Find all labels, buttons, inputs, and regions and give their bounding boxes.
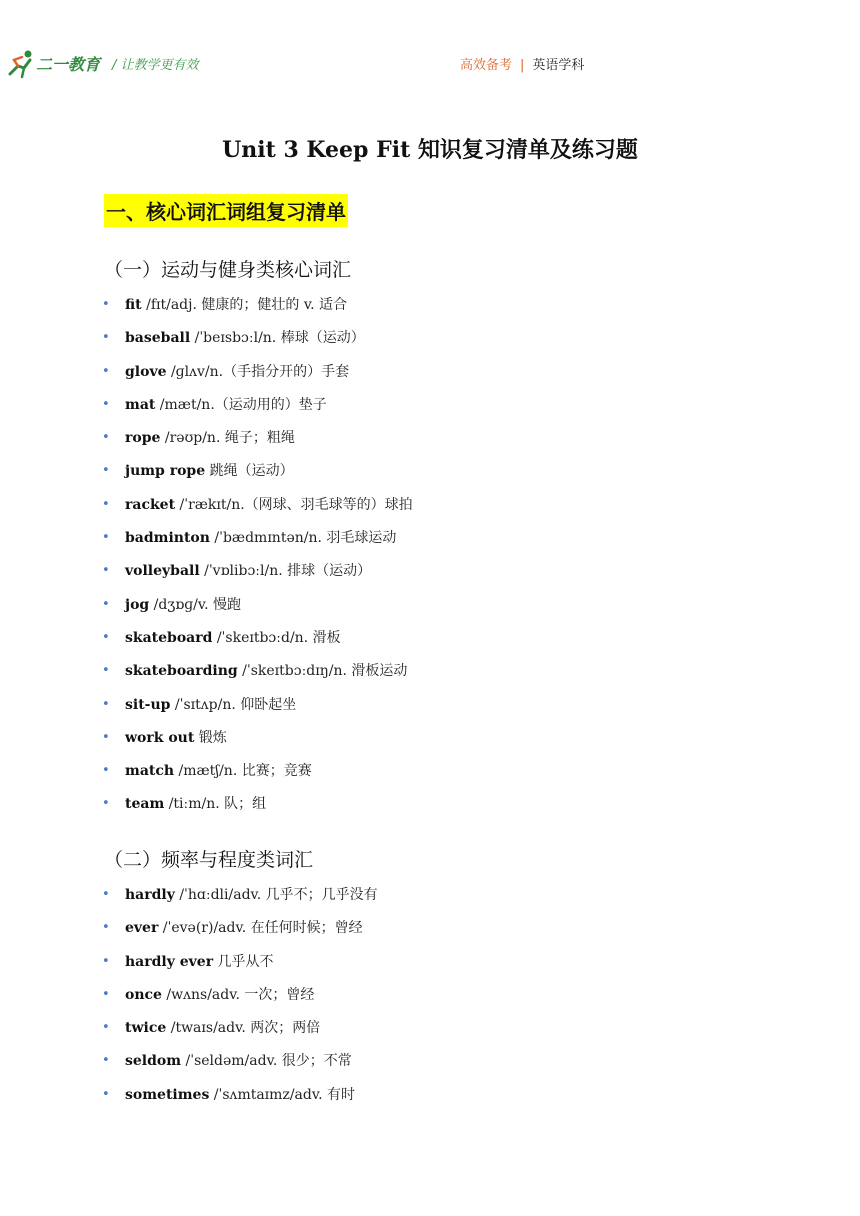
list-item: • sometimes /ˈsʌmtaɪmz/adv. 有时	[102, 1084, 378, 1117]
bullet-icon: •	[102, 729, 110, 745]
bullet-icon: •	[102, 330, 110, 346]
vocab-list-1	[102, 294, 413, 827]
bullet-icon: •	[102, 430, 110, 446]
bullet-icon: •	[102, 1053, 110, 1069]
bullet-icon: •	[102, 953, 110, 969]
list-item: • jog /dʒɒɡ/v. 慢跑	[102, 594, 413, 627]
list-item: • glove /ɡlʌv/n.（手指分开的）手套	[102, 361, 413, 394]
bullet-icon: •	[102, 1020, 110, 1036]
list-item: • work out 锻炼	[102, 727, 413, 760]
bullet-icon: •	[102, 920, 110, 936]
bullet-icon: •	[102, 763, 110, 779]
list-item: • jump rope 跳绳（运动）	[102, 460, 413, 493]
page-header	[0, 44, 860, 84]
list-item: • baseball /ˈbeɪsbɔːl/n. 棒球（运动）	[102, 327, 413, 360]
bullet-icon: •	[102, 563, 110, 579]
slogan: / 让教学更有效	[112, 58, 199, 73]
list-item: • volleyball /ˈvɒlibɔːl/n. 排球（运动）	[102, 560, 413, 593]
list-item: • twice /twaɪs/adv. 两次；两倍	[102, 1017, 378, 1050]
list-item: • hardly ever 几乎从不	[102, 951, 378, 984]
runner-logo-icon	[4, 48, 40, 80]
list-item: • rope /rəʊp/n. 绳子；粗绳	[102, 427, 413, 460]
list-item: • skateboarding /ˈskeɪtbɔːdɪŋ/n. 滑板运动	[102, 660, 413, 693]
page-title: Unit 3 Keep Fit 知识复习清单及练习题	[222, 137, 638, 163]
list-item: • skateboard /ˈskeɪtbɔːd/n. 滑板	[102, 627, 413, 660]
list-item: • team /tiːm/n. 队；组	[102, 793, 413, 826]
subsection-heading-1: （一）运动与健身类核心词汇	[104, 259, 352, 281]
bullet-icon: •	[102, 496, 110, 512]
bullet-icon: •	[102, 363, 110, 379]
list-item: • match /mætʃ/n. 比赛；竞赛	[102, 760, 413, 793]
list-item: • seldom /ˈseldəm/adv. 很少；不常	[102, 1050, 378, 1083]
list-item: • badminton /ˈbædmɪntən/n. 羽毛球运动	[102, 527, 413, 560]
bullet-icon: •	[102, 629, 110, 645]
subject-label: 英语学科	[532, 58, 585, 73]
list-item: • hardly /ˈhɑːdli/adv. 几乎不；几乎没有	[102, 884, 378, 917]
header-right	[460, 54, 584, 73]
brand-name: 二一教育	[36, 55, 101, 74]
header-separator: |	[520, 58, 525, 73]
bullet-icon: •	[102, 663, 110, 679]
bullet-icon: •	[102, 887, 110, 902]
bullet-icon: •	[102, 297, 110, 312]
list-item: • racket /ˈrækɪt/n.（网球、羽毛球等的）球拍	[102, 494, 413, 527]
list-item: • ever /ˈevə(r)/adv. 在任何时候；曾经	[102, 917, 378, 950]
bullet-icon: •	[102, 463, 110, 479]
bullet-icon: •	[102, 596, 110, 612]
bullet-icon: •	[102, 796, 110, 812]
bullet-icon: •	[102, 696, 110, 712]
section-heading: 一、核心词汇词组复习清单	[104, 194, 348, 227]
exam-label: 高效备考	[460, 58, 513, 73]
bullet-icon: •	[102, 1086, 110, 1102]
list-item: • fit /fɪt/adj. 健康的；健壮的 v. 适合	[102, 294, 413, 327]
list-item: • mat /mæt/n.（运动用的）垫子	[102, 394, 413, 427]
bullet-icon: •	[102, 396, 110, 412]
bullet-icon: •	[102, 530, 110, 546]
bullet-icon: •	[102, 986, 110, 1002]
list-item: • once /wʌns/adv. 一次；曾经	[102, 984, 378, 1017]
list-item: • sit-up /ˈsɪtʌp/n. 仰卧起坐	[102, 694, 413, 727]
vocab-list-2	[102, 884, 378, 1117]
subsection-heading-2: （二）频率与程度类词汇	[104, 849, 314, 871]
